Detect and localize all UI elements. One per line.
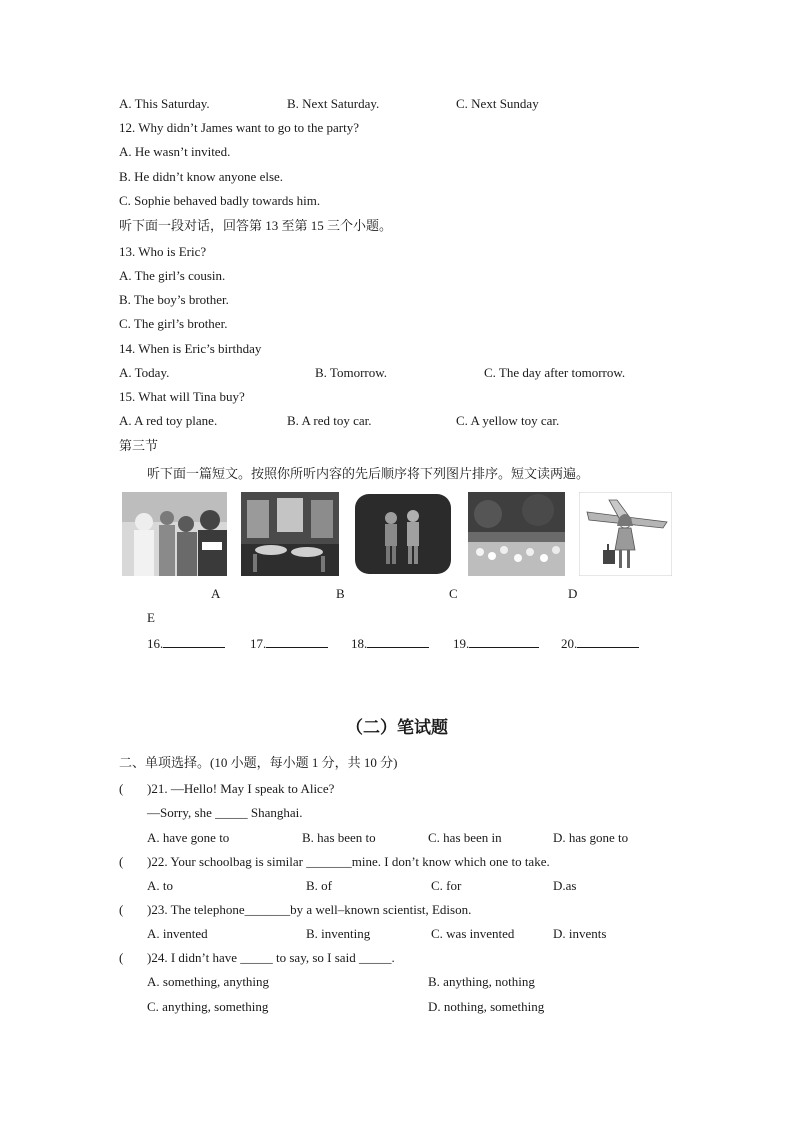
- answer-18-blank[interactable]: [367, 634, 429, 648]
- q23-option-d: D. invents: [553, 926, 607, 941]
- q21-stem: )21. —Hello! May I speak to Alice?: [147, 781, 335, 796]
- q14-stem: 14. When is Eric’s birthday: [119, 341, 262, 356]
- q22-option-c: C. for: [431, 878, 462, 893]
- answer-16-blank[interactable]: [163, 634, 225, 648]
- q13-option-a: A. The girl’s cousin.: [119, 268, 226, 283]
- q21-paren: (: [119, 781, 124, 796]
- section3-heading: 第三节: [119, 438, 159, 453]
- answer-18-label: 18.: [351, 636, 368, 651]
- q21-option-d: D. has gone to: [553, 830, 629, 845]
- q22-paren: (: [119, 854, 124, 869]
- picture-label-a: A: [211, 586, 221, 601]
- dialog-instruction: 听下面一段对话，回答第 13 至第 15 三个小题。: [119, 218, 393, 233]
- q21-option-a: A. have gone to: [147, 830, 230, 845]
- flower-garden-photo: [468, 492, 565, 576]
- answer-19-blank[interactable]: [469, 634, 539, 648]
- q22-option-d: D.as: [553, 878, 577, 893]
- q24-option-c: C. anything, something: [147, 999, 269, 1014]
- single-choice-heading: 二、单项选择。(10 小题，每小题 1 分，共 10 分): [119, 755, 398, 770]
- q12-option-c: C. Sophie behaved badly towards him.: [119, 193, 321, 208]
- q23-option-c: C. was invented: [431, 926, 515, 941]
- picture-label-c: C: [449, 586, 458, 601]
- q22-option-a: A. to: [147, 878, 173, 893]
- q15-option-c: C. A yellow toy car.: [456, 413, 560, 428]
- answer-17-blank[interactable]: [266, 634, 328, 648]
- q15-option-a: A. A red toy plane.: [119, 413, 218, 428]
- answer-20-blank[interactable]: [577, 634, 639, 648]
- q23-option-a: A. invented: [147, 926, 208, 941]
- picture-label-d: D: [568, 586, 578, 601]
- q14-option-b: B. Tomorrow.: [315, 365, 388, 380]
- q24-paren: (: [119, 950, 124, 965]
- picture-label-e: E: [147, 610, 155, 625]
- q14-option-c: C. The day after tomorrow.: [484, 365, 626, 380]
- q14-option-a: A. Today.: [119, 365, 170, 380]
- q21-line2: —Sorry, she _____ Shanghai.: [147, 805, 303, 820]
- answer-16[interactable]: [147, 634, 225, 652]
- q24-option-a: A. something, anything: [147, 974, 270, 989]
- q23-option-b: B. inventing: [306, 926, 371, 941]
- answer-18[interactable]: [351, 634, 429, 652]
- restaurant-interior-photo: [241, 492, 339, 576]
- q24-option-b: B. anything, nothing: [428, 974, 535, 989]
- q13-stem: 13. Who is Eric?: [119, 244, 207, 259]
- q12-option-b: B. He didn’t know anyone else.: [119, 169, 284, 184]
- q13-option-b: B. The boy’s brother.: [119, 292, 229, 307]
- family-gathering-photo: [122, 492, 227, 576]
- q12-option-a: A. He wasn’t invited.: [119, 144, 231, 159]
- picture-label-b: B: [336, 586, 345, 601]
- q11-option-c: C. Next Sunday: [456, 96, 539, 111]
- part2-title: （二）笔试题: [346, 718, 448, 737]
- q24-option-d: D. nothing, something: [428, 999, 545, 1014]
- section3-instruction: 听下面一篇短文。按照你所听内容的先后顺序将下列图片排序。短文读两遍。: [147, 466, 590, 481]
- answer-19[interactable]: [453, 634, 539, 652]
- q22-stem: )22. Your schoolbag is similar _______mine. I don’t know which one to take.: [147, 854, 550, 869]
- q23-paren: (: [119, 902, 124, 917]
- two-people-portrait-photo: [353, 492, 453, 576]
- answer-20[interactable]: [561, 634, 639, 652]
- answer-20-label: 20.: [561, 636, 578, 651]
- q21-option-b: B. has been to: [302, 830, 376, 845]
- q12-stem: 12. Why didn’t James want to go to the party?: [119, 120, 359, 135]
- q11-option-b: B. Next Saturday.: [287, 96, 380, 111]
- girl-with-plane-drawing: [579, 492, 672, 576]
- q15-stem: 15. What will Tina buy?: [119, 389, 245, 404]
- q23-stem: )23. The telephone_______by a well–known scientist, Edison.: [147, 902, 472, 917]
- q24-stem: )24. I didn’t have _____ to say, so I said _____.: [147, 950, 395, 965]
- q15-option-b: B. A red toy car.: [287, 413, 372, 428]
- q22-option-b: B. of: [306, 878, 332, 893]
- q13-option-c: C. The girl’s brother.: [119, 316, 228, 331]
- answer-17[interactable]: [250, 634, 328, 652]
- answer-19-label: 19.: [453, 636, 470, 651]
- q21-option-c: C. has been in: [428, 830, 502, 845]
- answer-17-label: 17.: [250, 636, 267, 651]
- answer-16-label: 16.: [147, 636, 164, 651]
- q11-option-a: A. This Saturday.: [119, 96, 210, 111]
